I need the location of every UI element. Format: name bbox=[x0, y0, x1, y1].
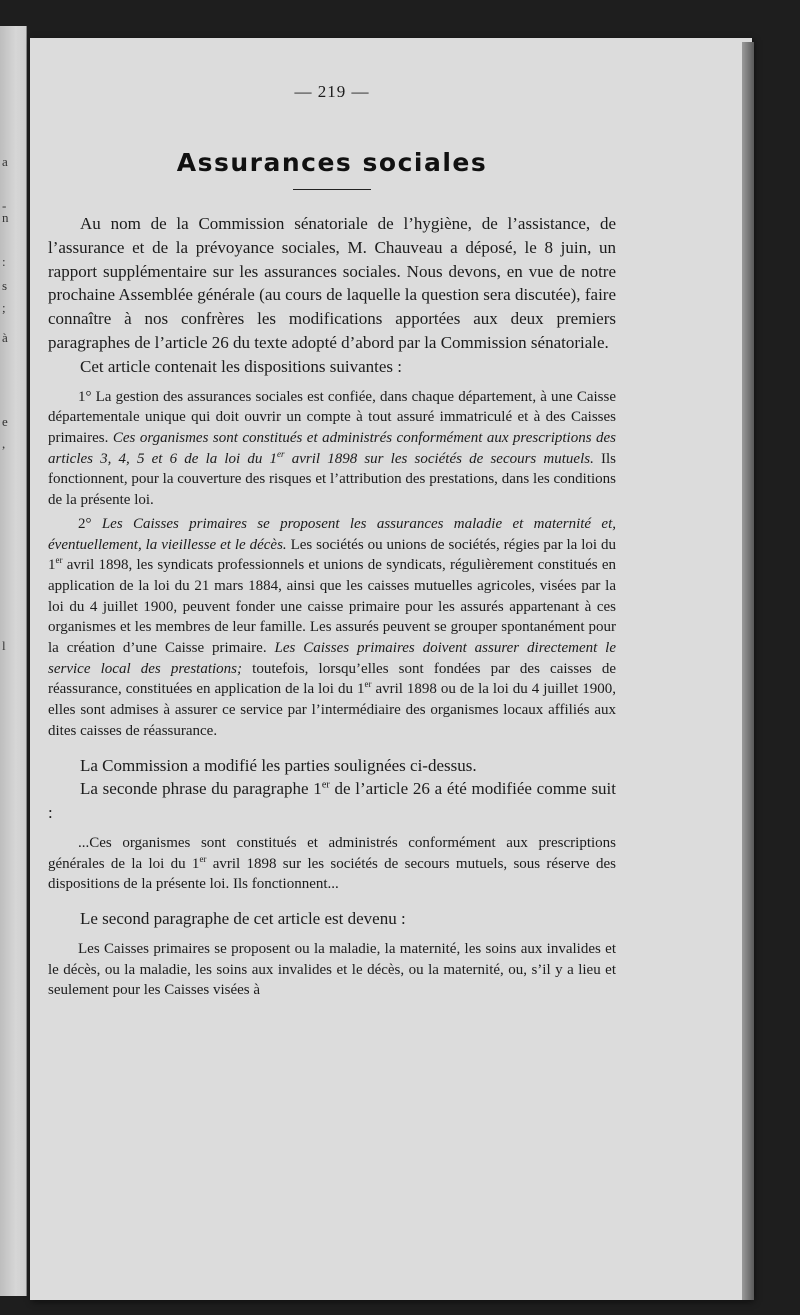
text-run: de l’article 26 a été modifiée comme suit : bbox=[48, 779, 617, 823]
italic-text-run: Les Caisses primaires se proposent les assurances maladie et maternité et, éventuellement, la vieillesse et le décès. bbox=[48, 515, 616, 553]
text-run: Ils fonctionnent, pour la couverture des risques et l’attribution des prestations, dans les conditions de la présente loi. bbox=[48, 450, 616, 509]
margin-fragment: a bbox=[2, 154, 8, 169]
page-content bbox=[48, 82, 616, 1001]
paragraph bbox=[48, 907, 616, 931]
superscript-text: er bbox=[55, 555, 63, 566]
title-rule bbox=[293, 189, 371, 190]
margin-fragment: , bbox=[2, 436, 6, 451]
page-number: — 219 — bbox=[294, 82, 370, 101]
text-run: 2° bbox=[78, 515, 102, 532]
quoted-article-paragraph bbox=[48, 387, 616, 511]
text-run: Les Caisses primaires se proposent ou la maladie, la maternité, les soins aux invalides et le décès, ou la maladie, les soins aux invalides et le décès, ou la maternité, ou, s’il y a lieu et seulement pour les Caisses visées à bbox=[48, 940, 616, 999]
italic-text-run: Ces organismes sont constitués et administrés conformément aux prescriptions des articles 3, 4, 5 et 6 de la loi du 1 bbox=[48, 429, 616, 467]
superscript-text: er bbox=[321, 779, 330, 791]
adjacent-page-edge bbox=[0, 26, 27, 1296]
margin-fragment: l bbox=[2, 638, 6, 653]
margin-fragment: ; bbox=[2, 300, 6, 315]
paragraph bbox=[48, 355, 616, 379]
text-run: 1° La gestion des assurances sociales est confiée, dans chaque département, à une Caisse départementale unique qui doit ouvrir un compte à tout assuré immatriculé et à des Caisses primaires. bbox=[48, 388, 616, 446]
margin-fragment: - bbox=[2, 198, 7, 213]
margin-fragment: à bbox=[2, 330, 8, 345]
paragraph bbox=[48, 777, 616, 825]
italic-text-run: Les Caisses primaires doivent assurer directement le service local des prestations; bbox=[48, 640, 616, 677]
paragraph bbox=[48, 754, 616, 778]
text-run: Au nom de la Commission sénatoriale de l’hygiène, de l’assistance, de l’assurance et de la prévoyance sociales, M. Chauveau a déposé, le 8 juin, un rapport supplémentaire sur les assurances sociales. Nous devons, en vue de notre prochaine Assemblée générale (au cours de laquelle la question sera discutée), faire connaître à nos confrères les modifications apportées aux deux premiers paragraphes de l’article 26 du texte adopté d’abord par la Commission sénatoriale. bbox=[48, 214, 616, 352]
margin-fragment: : bbox=[2, 254, 6, 269]
text-run: La seconde phrase du paragraphe 1 bbox=[80, 779, 322, 799]
text-run: ...Ces organismes sont constitués et administrés conformément aux prescriptions générales de la loi du 1 bbox=[48, 834, 616, 872]
text-run: toutefois, lorsqu’elles sont fondées par des caisses de réassurance, constituées en application de la loi du 1 bbox=[48, 660, 617, 698]
superscript-text: er bbox=[199, 853, 207, 864]
superscript-text: er bbox=[364, 679, 372, 690]
quoted-article-paragraph bbox=[48, 514, 616, 742]
text-run: avril 1898, les syndicats professionnels et unions de syndicats, régulièrement constitués en application de la loi du 21 mars 1884, ainsi que les caisses mutuelles agricoles, visées par la loi du 4 juillet 1900, peuvent fonder une caisse primaire pour les assurés appartenant à ces organismes et les membres de leur famille. Les assurés peuvent se grouper spontanément pour la création d’une Caisse primaire. bbox=[48, 557, 616, 657]
text-run: Le second paragraphe de cet article est devenu : bbox=[80, 909, 406, 929]
margin-fragment: e bbox=[2, 414, 8, 429]
page-title: Assurances sociales bbox=[176, 148, 488, 177]
text-run: Cet article contenait les dispositions suivantes : bbox=[80, 356, 402, 376]
text-run: La Commission a modifié les parties soulignées ci-dessus. bbox=[80, 755, 477, 775]
margin-fragment: s bbox=[2, 278, 8, 293]
paragraph bbox=[48, 212, 616, 355]
quoted-amendment bbox=[48, 833, 616, 895]
margin-fragment: n bbox=[2, 210, 9, 225]
text-run: avril 1898 sur les sociétés de secours mutuels, sous réserve des dispositions de la présente loi. Ils fonctionnent... bbox=[48, 855, 617, 893]
quoted-amendment bbox=[48, 939, 616, 1001]
italic-text-run: avril 1898 sur les sociétés de secours mutuels. bbox=[284, 450, 594, 467]
superscript-text: er bbox=[277, 448, 285, 459]
text-run: Les sociétés ou unions de sociétés, régies par la loi du 1 bbox=[48, 536, 616, 574]
text-run: avril 1898 ou de la loi du 4 juillet 1900, elles sont admises à assurer ce service par l’intermédiaire des organismes locaux affiliés aux dites caisses de réassurance. bbox=[48, 681, 616, 739]
page-binding-edge bbox=[742, 42, 754, 1300]
